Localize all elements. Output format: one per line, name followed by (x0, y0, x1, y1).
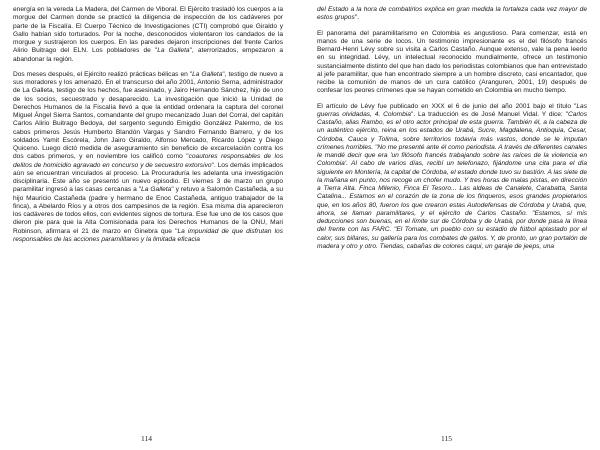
italic-text-run: La Galleta (192, 70, 223, 78)
text-run: El artículo de Lévy fue publicado en XXX el 6 de junio del año 2001 bajo el título " (317, 102, 577, 110)
italic-text-run: La impunidad de que disfrutan los responsables de las acciones paramilitares y la limitada eficacia (13, 227, 283, 243)
right-page-text (317, 6, 587, 251)
paragraph (13, 6, 283, 64)
page-number-left: 114 (141, 434, 152, 443)
text-run: ", testigo de nuevo a sus moradores y los amenazó. En el transcurso del año 2001, Antonio Serna, administrador de La Galleta, testigo de los hechos, fue asesinado, y Jairo Hernando Sánchez, hijo de uno de los socios, secuestrado y desaparecido. La investigación que inició la Unidad de Derechos Humanos de la Fiscalía llevó a que la entidad ordenara la captura del coronel Miguel Ángel Sierra Santos, comandante del grupo mecanizado Juan del Corral, del capitán Carlos Alirio Buitrago Bedoya, del sargento segundo Emigdio González Palermo, de los cabos primeros Jesús Humberto Blandón Vargas y Sandro Fernando Barrero, y de los soldados Yamit Escórela, John Jairo Giraldo, Alfonso Mercado, Ricardo López y Diego Quiceno. Luego dictó medida de aseguramiento sin beneficio de excarcelación contra los dos cabos primeros, y en noviembre los calificó como " (13, 70, 283, 161)
text-run: " y retuvo a Salomón Castañeda, a su hijo Mauricio Castañeda (padre y hermano de Enoc Castañeda, antiguo trabajador de la finca), a Abelardo Ríos y a otros dos campesinos de la región. Esa misma día aparecieron los cadáveres de todos ellos, con evidentes signos de tortura. Ese fue uno de los casos que dieron pie para que la Alta Comisionada para los Derechos Humanos de la ONU, Mari Robinson, afirmara el 21 de marzo en Ginebra que " (13, 186, 283, 235)
italic-text-run: Carlos Castaño, alias Rambo, es el otro actor principal de esta guerra. También él, a la cabeza de un auténtico ejército, reina en los estados de Urabá, Sucre, Magdalena, Antioquia, Cesar, Córdoba, Cauca y Tolima, sobre territorios todavía más vastos, donde se le imputan crímenes horribles. "No me presenté ante él como periodista. A través de diferentes canales le mandé decir que era 'un filósofo francés trabajando sobre las raíces de la violencia en Colombia'. Al cabo de varios días, recibí un telefonazo, fijándome una cita para el día siguiente en Montería, la capital de Córdoba, el estado donde tuvo su bastión. A las siete de la mañana en punto, nos recoge un chofer mudo. Y tres horas de malas pistas, en dirección a Tierra Alta. Finca Milenio, Finca El Tesoro... Las aldeas de Canalete, Carabatta, Santa Catalina... Estamos en el corazón de la zona de los finqueros, esos grandes propietarios que, en los años 80, fueron los que crearon estas Autodefensas de Córdoba y Urabá, que, ahora, se llaman paramilitares, y el ejército de Carlos Castaño. "Estamos, sí mis deducciones son buenas, en el límite sur de Córdoba y de Urabá, por donde pasa la línea del frente con las FARC. "El Tomate, un pueblo con su estadio de fútbol aplastado por el calor, sus billares, su gallería para los combates de gallos. Y, de pronto, un gran portalón de madera y otro y otro. Tiendas, cabañas de colores caqui, un garaje de jeeps, una (317, 110, 587, 250)
left-page-text (13, 6, 283, 244)
paragraph (317, 30, 587, 96)
paragraph (13, 71, 283, 244)
italic-text-run: del Estado a la hora de combatirlos explica en gran medida la fortaleza cada vez mayor de estos grupos (317, 6, 587, 22)
text-run: ", aterrorizados, empezaron a abandonar la región. (13, 47, 283, 63)
paragraph (317, 103, 587, 252)
paragraph (317, 6, 587, 23)
text-run: Dos meses después, el Ejército realizó prácticas bélicas en " (13, 70, 193, 78)
text-run: ". Los demás implicados aún se encuentran vinculados al proceso. La Procuraduría les adelanta una investigación disciplinaria. Este año se presentó un nuevo episodio. El viernes 3 de marzo un grupo paramilitar ingresó a las casas cercanas a " (13, 161, 283, 194)
text-run: El panorama del paramilitarismo en Colombia es angustioso. Para comenzar, está en manos de una serie de locos. Un testimonio impresionante es el del filósofo francés Bernard-Henri Lévy sobre su visita a Carlos Castaño. Aunque extenso, vale la pena leerlo en su integridad. Lévy, un intelectual reconocido mundialmente, ofrece un testimonio sustancialmente distinto del que han dado los periodistas colombianos que han entrevistado al jefe paramilitar, que han encontrado siempre a un hombre discreto, casi encantador, que recibe la comunión de manos de un cura católico (Aranguren, 2001, 19) después de confesar los peores crímenes que se hayan cometido en Colombia en mucho tiempo. (317, 29, 587, 95)
italic-text-run: La Galleta (157, 47, 190, 55)
italic-text-run: La Galleta (141, 186, 172, 194)
page-number-right: 115 (441, 434, 452, 443)
text-run: ". (354, 14, 359, 22)
left-page (13, 6, 283, 244)
right-page (317, 6, 587, 251)
text-run: ". La traducción es de José Manuel Vidal. Y dice: " (410, 110, 568, 118)
italic-text-run: Las guerras olvidadas, 4. Colombia (317, 102, 587, 118)
italic-text-run: coautores responsables de los delitos de homicidio agravado en concurso y de secuestro extorsivo (13, 153, 283, 169)
text-run: energía en la vereda La Madera, del Carmen de Viboral. El Ejército trasladó los cuerpos a la morgue del Carmen donde se practicó la diligencia de inspección de los cadáveres por parte de la Fiscalía. El Cuerpo Técnico de Investigaciones (CTI) comprobó que Giraldo y Gallo habían sido torturados. Por la noche, desconocidos violentaron los candados de la morgue y sustrajeron los cuerpos. En las paredes dejaron inscripciones del frente Carlos Alirio Buitrago del ELN. Los pobladores de " (13, 6, 283, 55)
